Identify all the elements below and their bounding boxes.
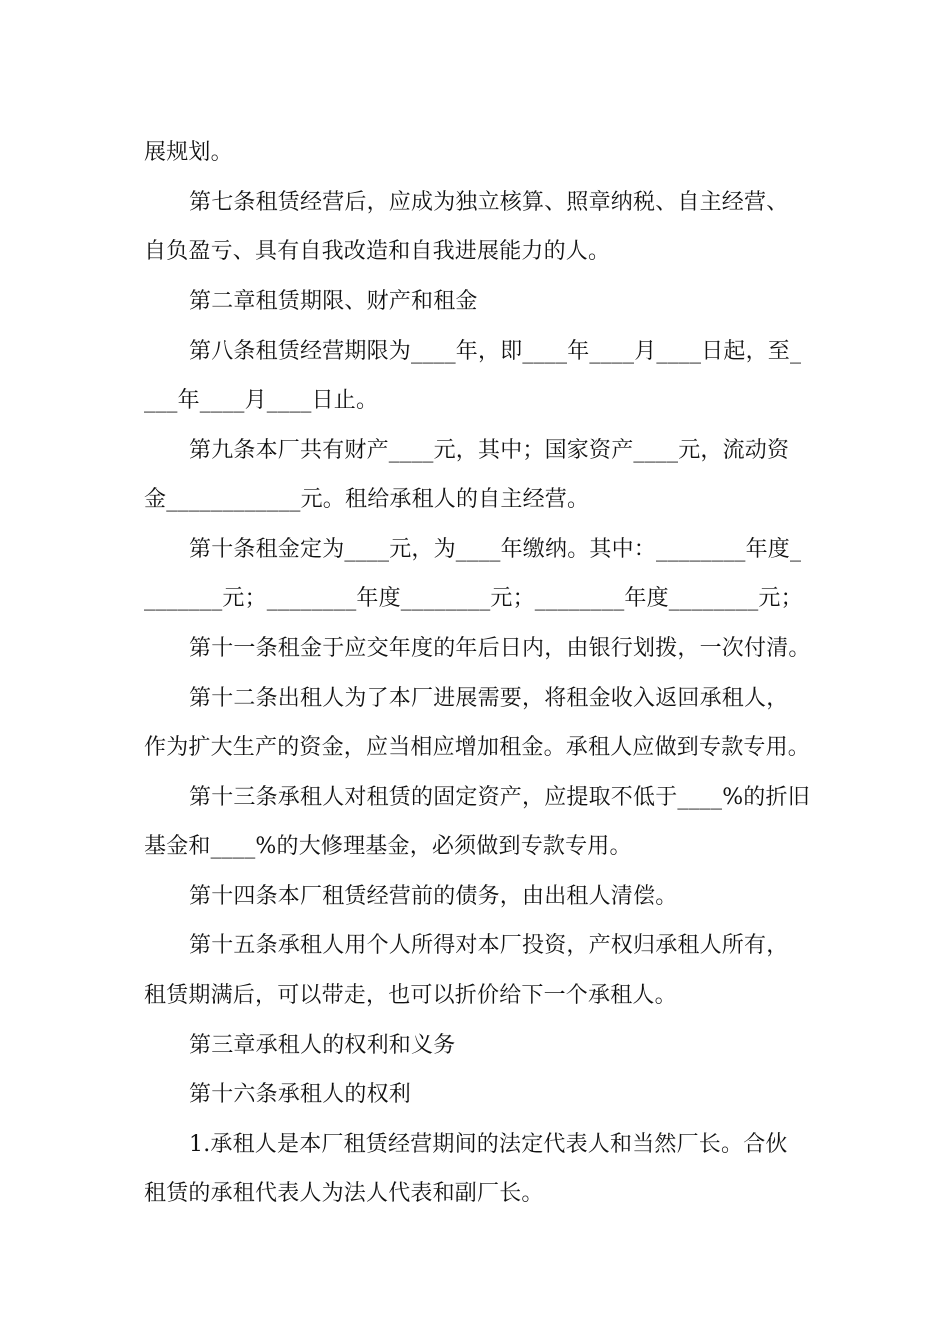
article-8-line-1: 第八条租赁经营期限为____年，即____年____月____日起，至_: [189, 339, 802, 364]
article-12-line-2: 作为扩大生产的资金，应当相应增加租金。承租人应做到专款专用。: [144, 735, 811, 760]
article-13-line-1: 第十三条承租人对租赁的固定资产，应提取不低于____%的折旧: [189, 785, 810, 810]
article-16-heading: 第十六条承租人的权利: [189, 1082, 412, 1107]
article-9-line-2: 金____________元。租给承租人的自主经营。: [144, 487, 590, 512]
article-15-line-2: 租赁期满后，可以带走，也可以折价给下一个承租人。: [144, 983, 677, 1008]
article-7-line-2: 自负盈亏、具有自我改造和自我进展能力的人。: [144, 239, 611, 264]
article-16-item-1-line-1: 1.承租人是本厂租赁经营期间的法定代表人和当然厂长。合伙: [189, 1132, 788, 1157]
article-16-item-1-line-2: 租赁的承租代表人为法人代表和副厂长。: [144, 1181, 544, 1206]
article-13-line-2: 基金和____%的大修理基金，必须做到专款专用。: [144, 834, 632, 859]
article-9-line-1: 第九条本厂共有财产____元，其中；国家资产____元，流动资: [189, 438, 790, 463]
chapter-3-heading: 第三章承租人的权利和义务: [189, 1033, 456, 1058]
article-14-line: 第十四条本厂租赁经营前的债务，由出租人清偿。: [189, 884, 678, 909]
article-11-line: 第十一条租金于应交年度的年后日内，由银行划拨，一次付清。: [189, 636, 811, 661]
article-12-line-1: 第十二条出租人为了本厂进展需要，将租金收入返回承租人，: [189, 686, 789, 711]
article-8-line-2: ___年____月____日止。: [144, 388, 379, 413]
paragraph-line: 展规划。: [144, 140, 233, 165]
article-10-line-2: _______元；________年度________元；________年度________元；: [144, 586, 803, 611]
chapter-2-heading: 第二章租赁期限、财产和租金: [189, 289, 478, 314]
article-7-line-1: 第七条租赁经营后，应成为独立核算、照章纳税、自主经营、: [189, 190, 789, 215]
article-15-line-1: 第十五条承租人用个人所得对本厂投资，产权归承租人所有，: [189, 933, 789, 958]
article-10-line-1: 第十条租金定为____元，为____年缴纳。其中：________年度_: [189, 537, 802, 562]
